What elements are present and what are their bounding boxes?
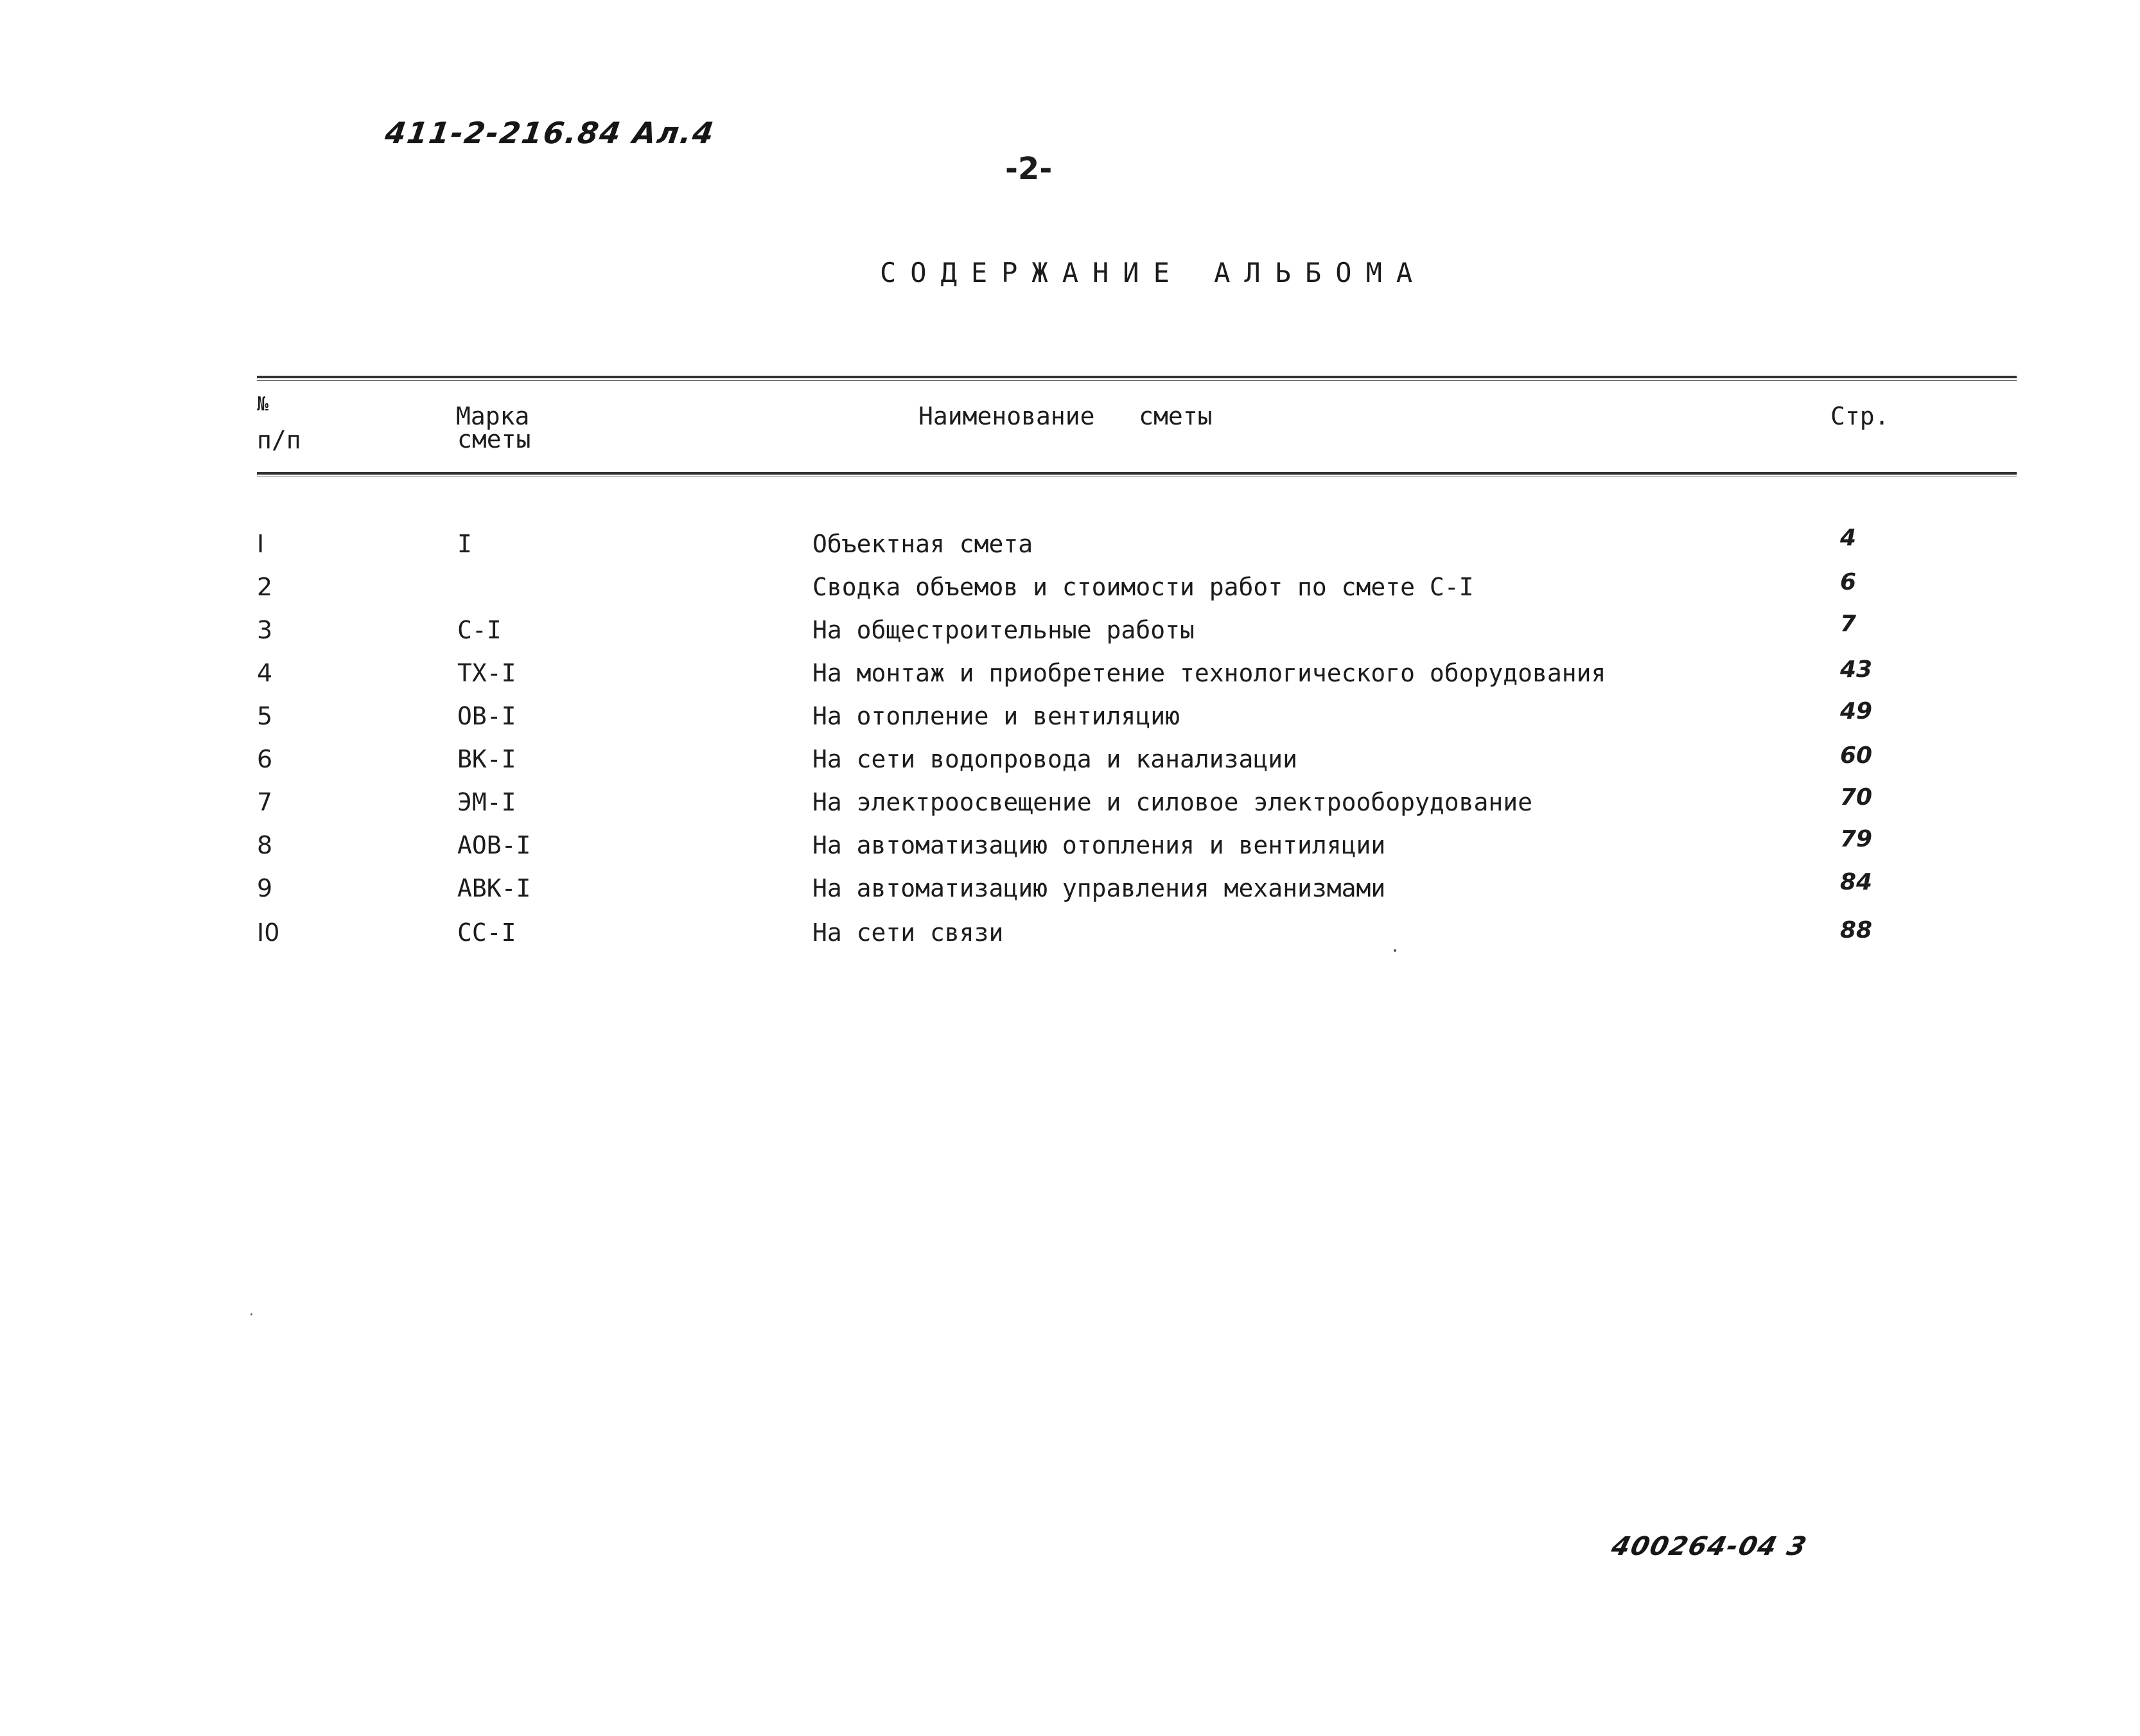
footer-code: 400264-04 3 [1608,1532,1811,1561]
table-row [0,784,2140,830]
row-page: 6 [1840,569,1857,595]
page-number: -2- [1005,151,1053,187]
table-top-rule-thin [257,380,2017,381]
row-name: На автоматизацию управления механизмами [812,874,1386,902]
row-number: 4 [257,659,273,687]
row-page: 49 [1840,698,1873,724]
row-number: 7 [257,788,273,816]
row-page: 84 [1840,869,1873,895]
scan-speck [1394,949,1396,952]
row-name: На общестроительные работы [812,616,1195,644]
row-number: 8 [257,831,273,859]
row-name: На электроосвещение и силовое электрооборудование [812,788,1533,816]
row-mark: АОВ-I [457,831,531,859]
row-name: На сети водопровода и канализации [812,745,1297,773]
table-row [0,525,2140,572]
header-page: Стр. [1830,402,1890,430]
row-mark: ВК-I [457,745,516,773]
row-number: 9 [257,874,273,902]
table-row [0,869,2140,916]
scan-speck [250,1313,252,1315]
row-page: 60 [1840,742,1873,769]
row-name: На сети связи [812,918,1004,947]
header-number-sign: № [257,393,269,416]
row-page: 70 [1840,784,1873,811]
table-header-rule [257,472,2017,475]
table-row [0,698,2140,744]
row-name: Сводка объемов и стоимости работ по смете С-I [812,573,1474,601]
table-row [0,826,2140,873]
row-mark: СС-I [457,918,516,947]
header-mark-line2: сметы [457,425,531,453]
page-title: СОДЕРЖАНИЕ АЛЬБОМА [880,257,1427,288]
table-row [0,656,2140,701]
row-number: 6 [257,745,273,773]
table-row [0,611,2140,658]
row-number: 2 [257,573,273,601]
row-name: На монтаж и приобретение технологического оборудования [812,659,1606,687]
row-mark: ТХ-I [457,659,516,687]
document-code: 411-2-216.84 Ал.4 [383,116,717,150]
row-page: 79 [1840,826,1873,852]
row-mark: ОВ-I [457,702,516,730]
row-number: 3 [257,616,273,644]
table-row [0,918,2140,961]
row-page: 88 [1840,917,1873,943]
row-name: На автоматизацию отопления и вентиляции [812,831,1386,859]
table-top-rule [257,376,2017,378]
row-mark: АВК-I [457,874,531,902]
table-row [0,569,2140,615]
row-mark: ЭМ-I [457,788,516,816]
row-name: На отопление и вентиляцию [812,702,1180,730]
header-name: Наименование сметы [918,402,1213,430]
header-number-label: п/п [257,426,301,454]
row-page: 43 [1840,656,1873,683]
row-number: 5 [257,702,273,730]
row-number: I [257,530,265,558]
row-name: Объектная смета [812,530,1033,558]
row-number: I0 [257,918,280,947]
row-page: 7 [1840,611,1857,637]
row-page: 4 [1840,525,1857,551]
row-mark: I [457,530,472,558]
row-mark: С-I [457,616,502,644]
table-row [0,742,2140,787]
header-mark-line1: Марка [456,402,530,430]
